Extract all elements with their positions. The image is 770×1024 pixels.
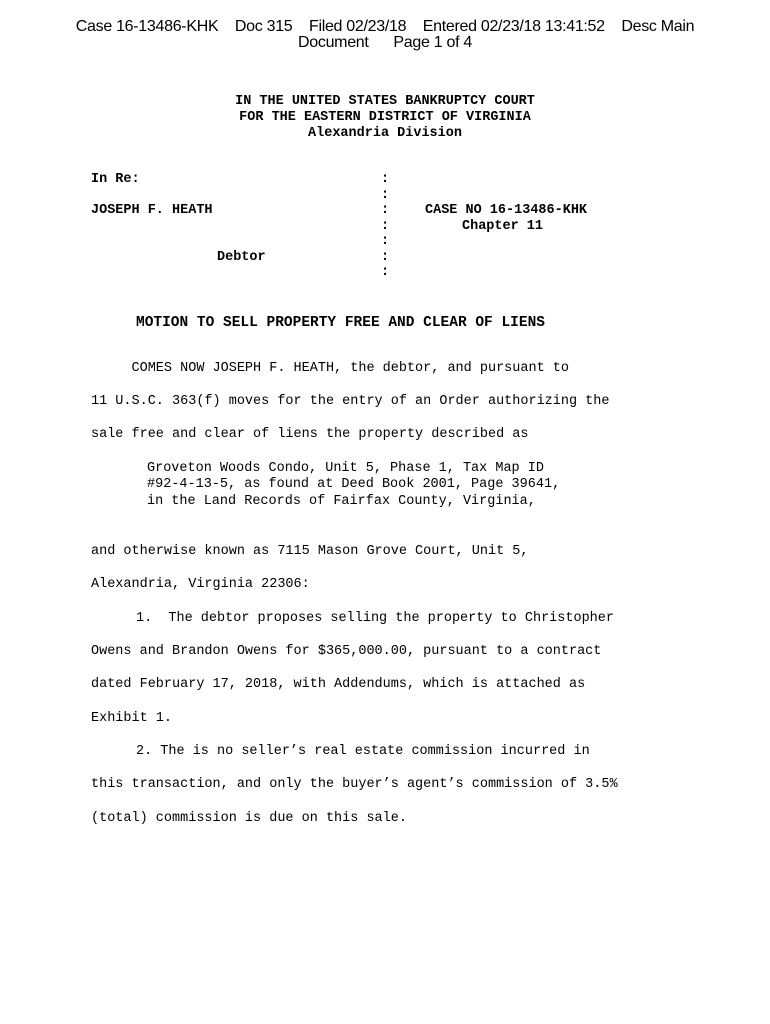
property-description-line-2: #92-4-13-5, as found at Deed Book 2001, Page 39641, bbox=[147, 477, 561, 492]
paragraph-1-line-1: 1. The debtor proposes selling the property to Christopher bbox=[136, 611, 614, 626]
caption-colon: : bbox=[381, 188, 390, 203]
caption-colon: : bbox=[381, 172, 390, 187]
caption-colon: : bbox=[381, 203, 390, 218]
intro-line-1: COMES NOW JOSEPH F. HEATH, the debtor, and pursuant to bbox=[91, 361, 569, 376]
chapter-label: Chapter 11 bbox=[462, 219, 544, 234]
caption-colon: : bbox=[381, 265, 390, 280]
motion-title: MOTION TO SELL PROPERTY FREE AND CLEAR OF LIENS bbox=[136, 315, 545, 331]
intro-line-3: sale free and clear of liens the property described as bbox=[91, 427, 529, 442]
property-description-line-3: in the Land Records of Fairfax County, Virginia, bbox=[147, 494, 536, 509]
paragraph-2-line-1: 2. The is no seller’s real estate commission incurred in bbox=[136, 744, 590, 759]
caption-colon: : bbox=[381, 219, 390, 234]
paragraph-1-line-3: dated February 17, 2018, with Addendums, which is attached as bbox=[91, 677, 586, 692]
known-as-line-1: and otherwise known as 7115 Mason Grove Court, Unit 5, bbox=[91, 544, 529, 559]
paragraph-1-line-2: Owens and Brandon Owens for $365,000.00, pursuant to a contract bbox=[91, 644, 602, 659]
court-name: IN THE UNITED STATES BANKRUPTCY COURT bbox=[235, 94, 535, 109]
paragraph-2-line-3: (total) commission is due on this sale. bbox=[91, 811, 407, 826]
case-number: CASE NO 16-13486-KHK bbox=[425, 203, 588, 218]
known-as-line-2: Alexandria, Virginia 22306: bbox=[91, 577, 310, 592]
filing-stamp-line-2: Document Page 1 of 4 bbox=[298, 34, 472, 51]
intro-line-2: 11 U.S.C. 363(f) moves for the entry of an Order authorizing the bbox=[91, 394, 610, 409]
debtor-name: JOSEPH F. HEATH bbox=[91, 203, 213, 218]
paragraph-1-line-4: Exhibit 1. bbox=[91, 711, 173, 726]
caption-colon: : bbox=[381, 234, 390, 249]
caption-colon: : bbox=[381, 250, 390, 265]
court-division: Alexandria Division bbox=[308, 126, 462, 141]
paragraph-2-line-2: this transaction, and only the buyer’s agent’s commission of 3.5% bbox=[91, 777, 618, 792]
debtor-label: Debtor bbox=[217, 250, 266, 265]
in-re-label: In Re: bbox=[91, 172, 140, 187]
court-district: FOR THE EASTERN DISTRICT OF VIRGINIA bbox=[239, 110, 531, 125]
filing-stamp-line-1: Case 16-13486-KHK Doc 315 Filed 02/23/18 Entered 02/23/18 13:41:52 Desc Main bbox=[75, 18, 695, 35]
property-description-line-1: Groveton Woods Condo, Unit 5, Phase 1, Tax Map ID bbox=[147, 461, 544, 476]
